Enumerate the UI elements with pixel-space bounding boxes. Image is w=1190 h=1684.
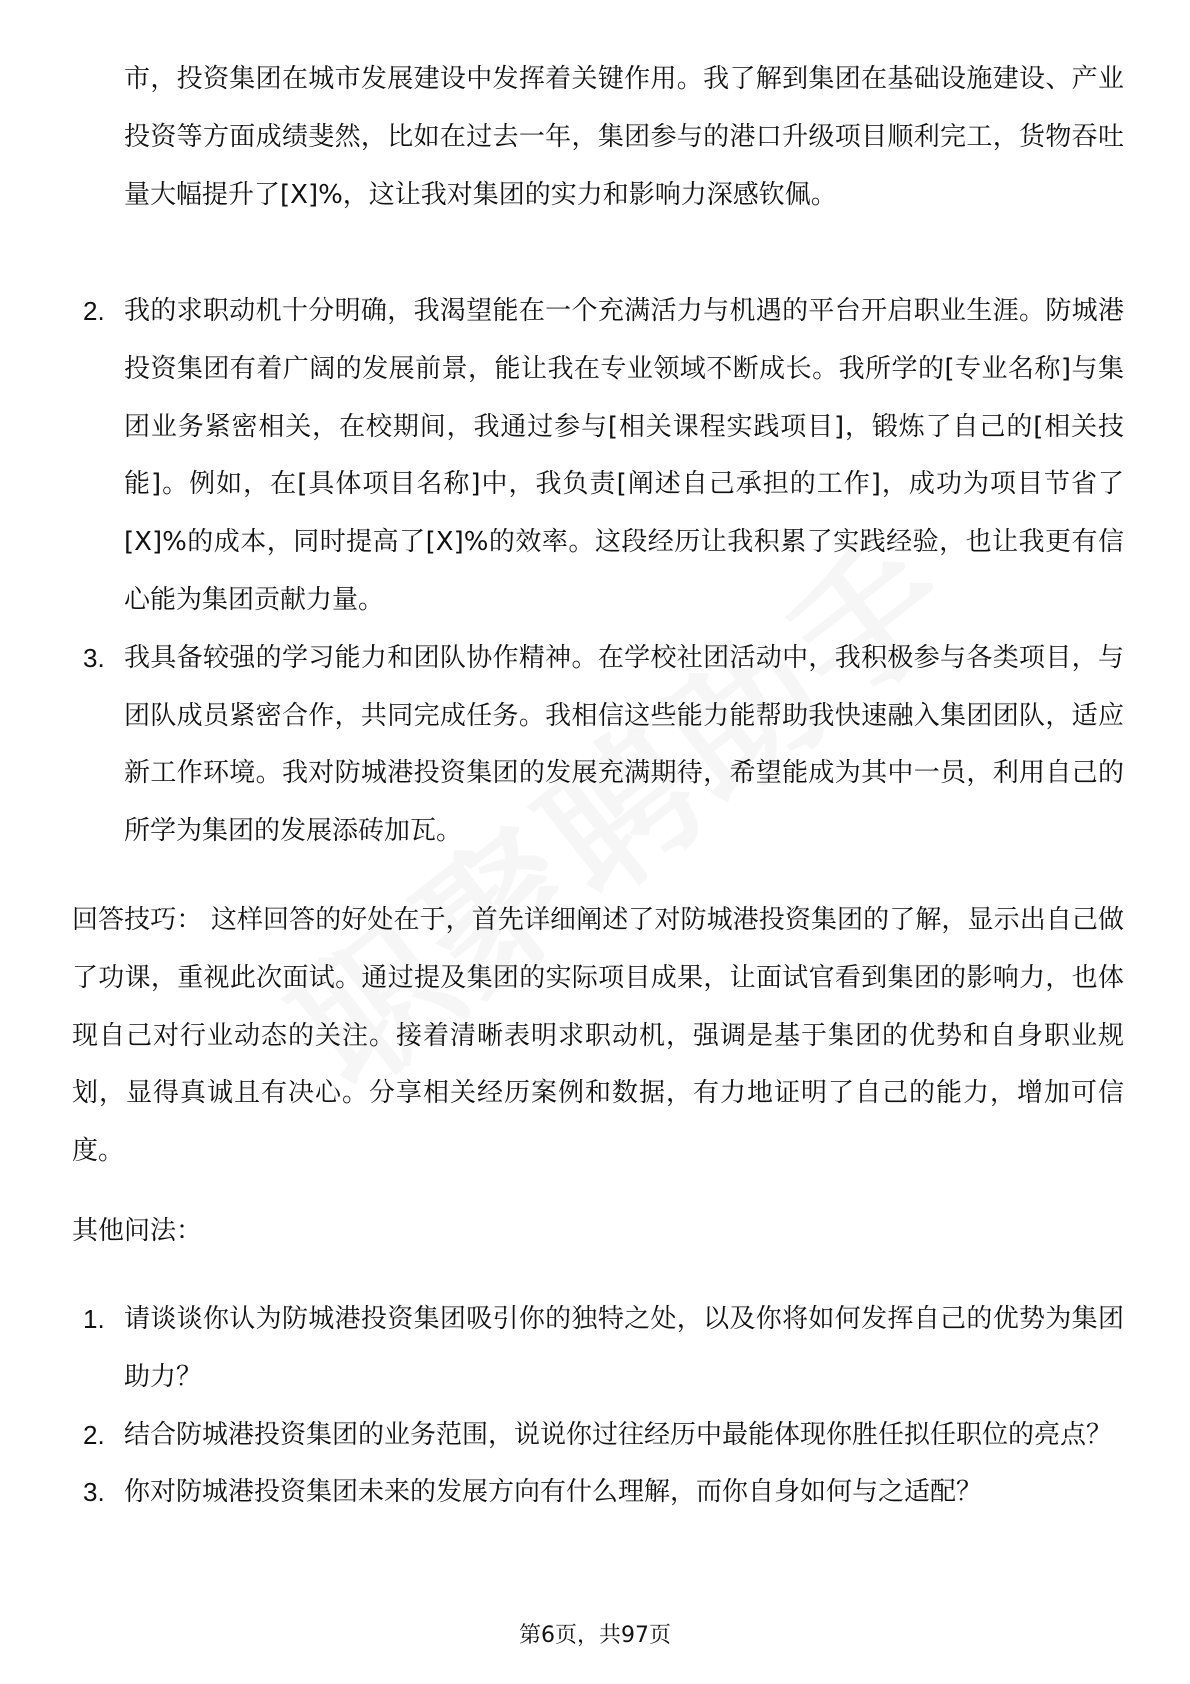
other-questions-list — [0, 1291, 1190, 1522]
list-item-number: 2. — [83, 296, 105, 326]
other-questions-heading: 其他问法： — [72, 1216, 203, 1246]
page-footer: 第6页，共97页 — [519, 1623, 671, 1648]
list-item — [0, 1407, 1190, 1465]
list-item-number: 2. — [83, 1419, 105, 1450]
answer-tips-paragraph: 回答技巧： 这样回答的好处在于，首先详细阐述了对防城港投资集团的了解，显示出自己做了功课，重视此次面试。通过提及集团的实际项目成果，让面试官看到集团的影响力，也体现自己对行业动态的关注。接着清晰表明求职动机，强调是基于集团的优势和自身职业规划，显得真诚且有决心。分享相关经历案例和数据，有力地证明了自己的能力，增加可信度。 — [72, 905, 1124, 1167]
continued-paragraph: 市，投资集团在城市发展建设中发挥着关键作用。我了解到集团在基础设施建设、产业投资等方面成绩斐然，比如在过去一年，集团参与的港口升级项目顺利完工，货物吞吐量大幅提升了[X]%，这让我对集团的实力和影响力深感钦佩。 — [124, 64, 1124, 210]
list-item-text: 你对防城港投资集团未来的发展方向有什么理解，而你自身如何与之适配？ — [124, 1477, 983, 1508]
list-item-number: 3. — [83, 1477, 105, 1508]
list-item-number: 1. — [83, 1304, 105, 1334]
list-item-text: 我具备较强的学习能力和团队协作精神。在学校社团活动中，我积极参与各类项目，与团队成员紧密合作，共同完成任务。我相信这些能力能帮助我快速融入集团团队，适应新工作环境。我对防城港投资集团的发展充满期待，希望能成为其中一员，利用自己的所学为集团的发展添砖加瓦。 — [124, 642, 1124, 847]
list-item — [0, 630, 1190, 861]
list-item — [0, 1291, 1190, 1407]
list-item-text: 请谈谈你认为防城港投资集团吸引你的独特之处，以及你将如何发挥自己的优势为集团助力？ — [124, 1304, 1124, 1392]
list-item-text: 我的求职动机十分明确，我渴望能在一个充满活力与机遇的平台开启职业生涯。防城港投资集团有着广阔的发展前景，能让我在专业领域不断成长。我所学的[专业名称]与集团业务紧密相关，在校期间，我通过参与[相关课程实践项目]，锻炼了自己的[相关技能]。例如，在[具体项目名称]中，我负责[阐述自己承担的工作]，成功为项目节省了[X]%的成本，同时提高了[X]%的效率。这段经历让我积累了实践经验，也让我更有信心能为集团贡献力量。 — [124, 296, 1124, 615]
list-item — [0, 1464, 1190, 1522]
list-item-number: 3. — [83, 642, 105, 673]
list-item-text: 结合防城港投资集团的业务范围，说说你过往经历中最能体现你胜任拟任职位的亮点？ — [124, 1419, 1113, 1450]
answer-list — [0, 283, 1190, 861]
list-item — [0, 283, 1190, 630]
